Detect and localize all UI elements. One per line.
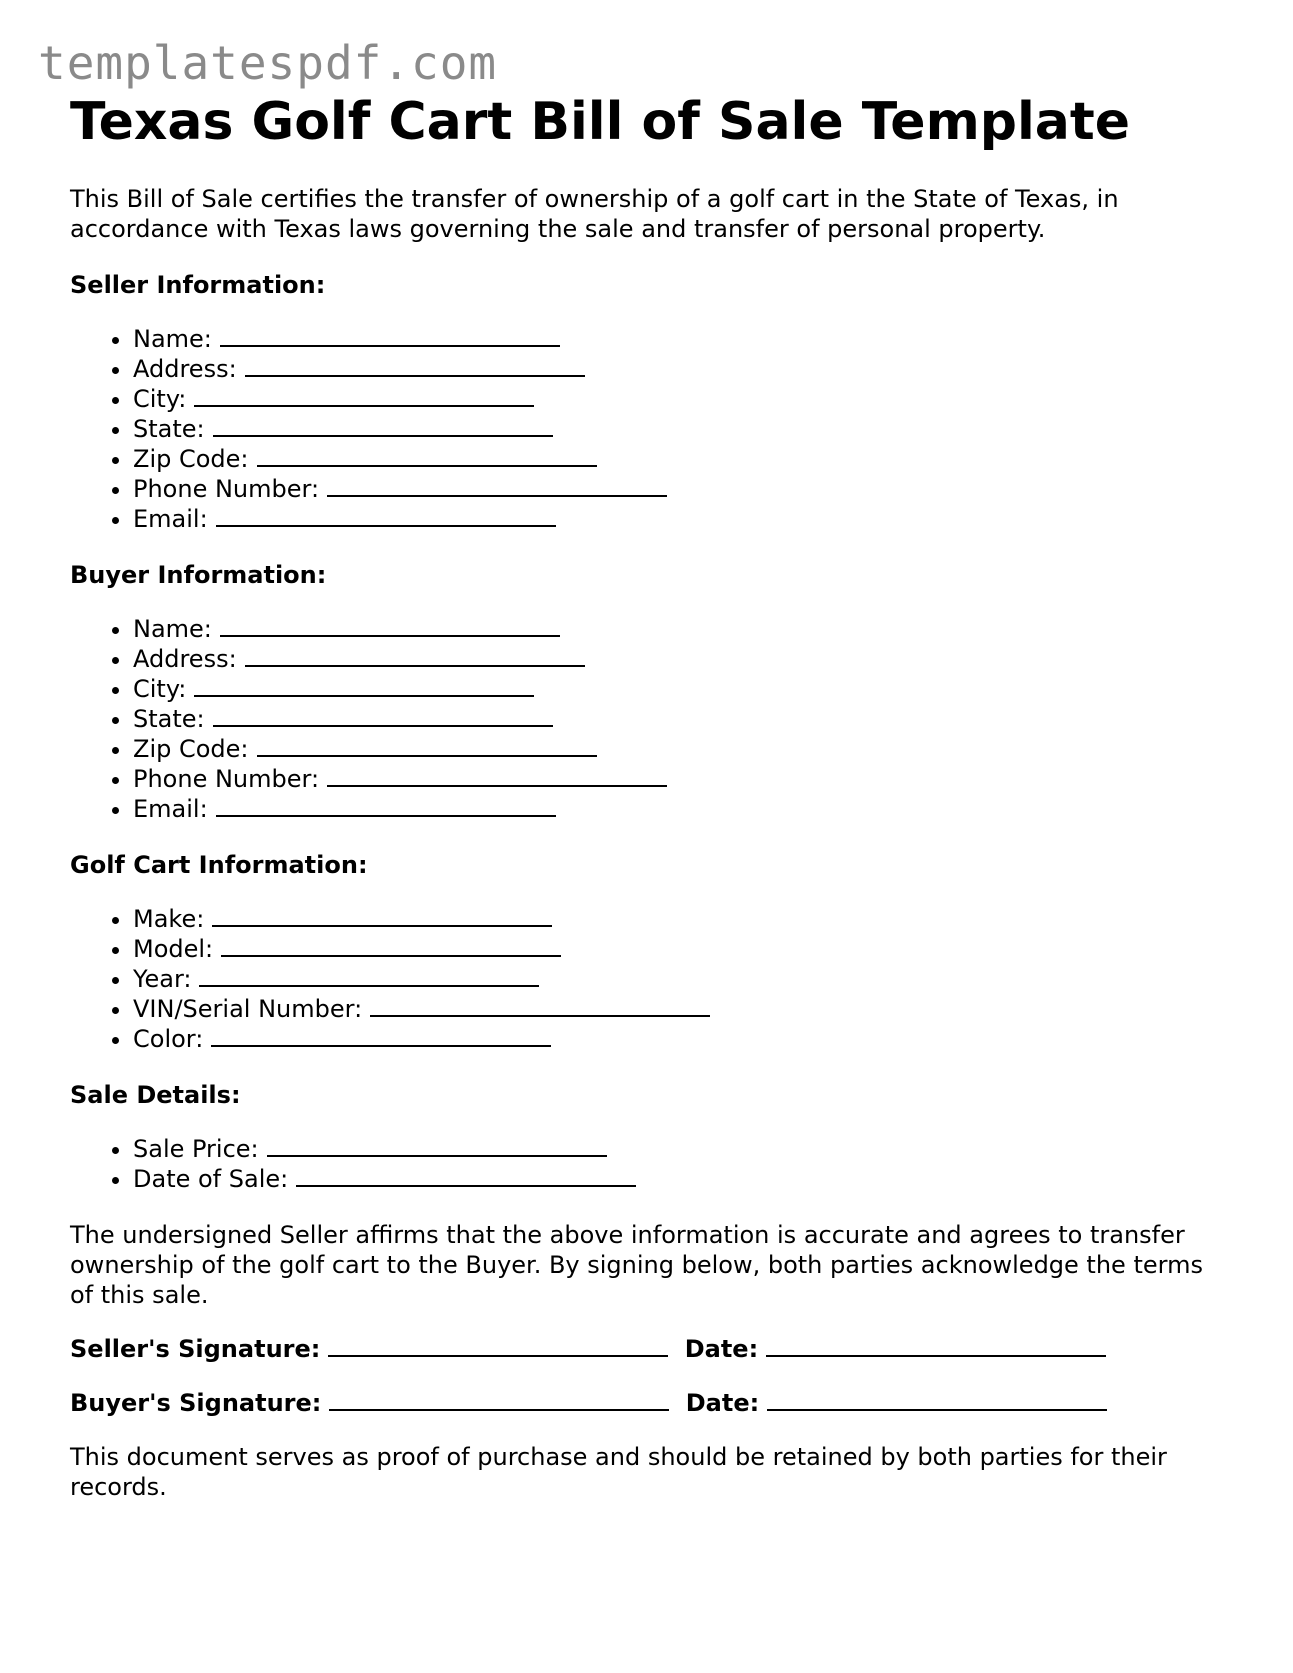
field-label: Zip Code: — [133, 445, 249, 473]
field-label: Color: — [133, 1025, 204, 1053]
document-page — [70, 90, 1230, 1502]
cart-field — [133, 994, 1230, 1024]
cart-field — [133, 1024, 1230, 1054]
field-label: Make: — [133, 905, 205, 933]
sale-fields-list — [70, 1134, 1230, 1194]
field-label: Name: — [133, 615, 212, 643]
document-title: Texas Golf Cart Bill of Sale Template — [70, 92, 1131, 152]
field-label: Year: — [133, 965, 192, 993]
field-label: Model: — [133, 935, 214, 963]
field-label: Email: — [133, 505, 208, 533]
make-blank[interactable] — [212, 905, 552, 927]
seller-date-label: Date: — [684, 1335, 759, 1363]
buyer-field — [133, 764, 1230, 794]
buyer-signature-label: Buyer's Signature: — [70, 1389, 322, 1417]
field-label: Address: — [133, 355, 237, 383]
sale-field — [133, 1164, 1230, 1194]
address-blank[interactable] — [245, 645, 585, 667]
phone-blank[interactable] — [327, 475, 667, 497]
seller-signature-line — [70, 1334, 1230, 1364]
acknowledgment-paragraph: The undersigned Seller affirms that the above information is accurate and agrees to transfer ownership of the golf cart to the Buyer. By signing below, both parties acknowledge the terms of this sale. — [70, 1221, 1203, 1309]
field-label: Sale Price: — [133, 1135, 259, 1163]
watermark: templatespdf.com — [38, 36, 498, 90]
field-label: Name: — [133, 325, 212, 353]
buyer-field — [133, 704, 1230, 734]
field-label: VIN/Serial Number: — [133, 995, 363, 1023]
seller-field — [133, 324, 1230, 354]
city-blank[interactable] — [194, 385, 534, 407]
zip-blank[interactable] — [257, 445, 597, 467]
buyer-field — [133, 614, 1230, 644]
name-blank[interactable] — [220, 615, 560, 637]
seller-section-heading: Seller Information: — [70, 271, 326, 299]
buyer-section-heading: Buyer Information: — [70, 561, 327, 589]
seller-fields-list — [70, 324, 1230, 534]
cart-field — [133, 904, 1230, 934]
buyer-field — [133, 734, 1230, 764]
cart-field — [133, 964, 1230, 994]
year-blank[interactable] — [199, 965, 539, 987]
sale-section-heading: Sale Details: — [70, 1081, 241, 1109]
seller-signature-blank[interactable] — [328, 1335, 668, 1357]
cart-field — [133, 934, 1230, 964]
seller-field — [133, 414, 1230, 444]
state-blank[interactable] — [213, 705, 553, 727]
sale-field — [133, 1134, 1230, 1164]
color-blank[interactable] — [211, 1025, 551, 1047]
city-blank[interactable] — [194, 675, 534, 697]
closing-paragraph: This document serves as proof of purchase and should be retained by both parties for their records. — [70, 1443, 1167, 1501]
buyer-date-blank[interactable] — [767, 1389, 1107, 1411]
seller-field — [133, 354, 1230, 384]
field-label: State: — [133, 705, 205, 733]
seller-field — [133, 504, 1230, 534]
buyer-field — [133, 794, 1230, 824]
cart-section-heading: Golf Cart Information: — [70, 851, 368, 879]
field-label: Email: — [133, 795, 208, 823]
field-label: State: — [133, 415, 205, 443]
field-label: Date of Sale: — [133, 1165, 289, 1193]
intro-paragraph: This Bill of Sale certifies the transfer of ownership of a golf cart in the State of Texas, in accordance with Texas laws governing the sale and transfer of personal property. — [70, 185, 1119, 243]
field-label: Phone Number: — [133, 475, 320, 503]
cart-fields-list — [70, 904, 1230, 1054]
state-blank[interactable] — [213, 415, 553, 437]
field-label: Address: — [133, 645, 237, 673]
buyer-signature-blank[interactable] — [329, 1389, 669, 1411]
seller-field — [133, 384, 1230, 414]
buyer-signature-line — [70, 1388, 1230, 1418]
phone-blank[interactable] — [327, 765, 667, 787]
model-blank[interactable] — [221, 935, 561, 957]
seller-signature-label: Seller's Signature: — [70, 1335, 321, 1363]
sale-price-blank[interactable] — [267, 1135, 607, 1157]
zip-blank[interactable] — [257, 735, 597, 757]
address-blank[interactable] — [245, 355, 585, 377]
vin-blank[interactable] — [370, 995, 710, 1017]
field-label: City: — [133, 675, 187, 703]
seller-date-blank[interactable] — [766, 1335, 1106, 1357]
field-label: City: — [133, 385, 187, 413]
seller-field — [133, 474, 1230, 504]
buyer-fields-list — [70, 614, 1230, 824]
field-label: Zip Code: — [133, 735, 249, 763]
buyer-date-label: Date: — [685, 1389, 760, 1417]
field-label: Phone Number: — [133, 765, 320, 793]
sale-date-blank[interactable] — [296, 1165, 636, 1187]
buyer-field — [133, 644, 1230, 674]
seller-field — [133, 444, 1230, 474]
name-blank[interactable] — [220, 325, 560, 347]
buyer-field — [133, 674, 1230, 704]
email-blank[interactable] — [216, 505, 556, 527]
email-blank[interactable] — [216, 795, 556, 817]
